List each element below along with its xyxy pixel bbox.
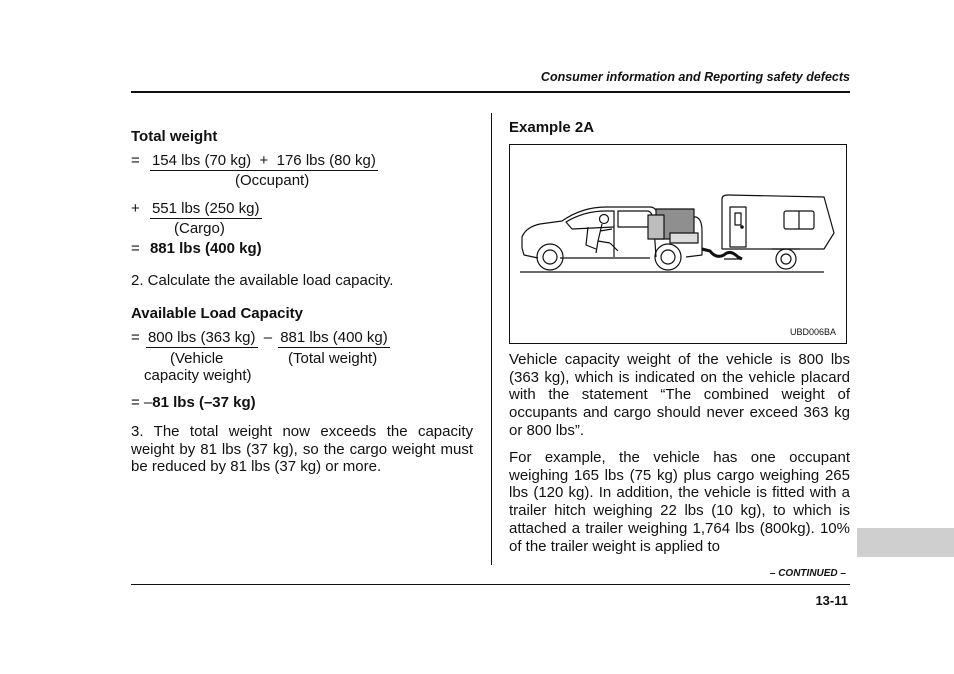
section-title: Consumer information and Reporting safety defects: [540, 70, 850, 84]
total-weight-result: 881 lbs (400 kg): [149, 240, 262, 257]
equals-sign: =: [131, 240, 140, 257]
car-towing-trailer-illustration: [510, 145, 846, 343]
available-result: 81 lbs (–37 kg): [152, 394, 256, 411]
term-176: 176 lbs (80 kg): [276, 152, 376, 169]
plus-sign: +: [131, 200, 140, 217]
term-881: 881 lbs (400 kg): [280, 329, 388, 346]
figure-code: UBD006BA: [789, 327, 836, 337]
result-prefix: = –: [131, 394, 153, 411]
total-weight-label: (Total weight): [288, 350, 378, 367]
total-weight-result-line: [131, 240, 262, 258]
term-154: 154 lbs (70 kg): [151, 152, 252, 169]
minus-sign: –: [263, 329, 273, 346]
figure-box: [509, 144, 847, 344]
paragraph-vehicle-capacity: Vehicle capacity weight of the vehicle is 800 lbs (363 kg), which is indicated on the vehicle placard with the statement “The combined weight of occupants and cargo should never exceed 363 kg or 800 lbs”.: [509, 351, 850, 439]
total-weight-equation-line2: [131, 200, 262, 218]
available-result-line: [131, 394, 256, 412]
equals-sign: =: [131, 329, 140, 346]
step-3-text: 3. The total weight now exceeds the capacity weight by 81 lbs (37 kg), so the cargo weight must be reduced by 81 lbs (37 kg) or more.: [131, 423, 473, 476]
example-heading: Example 2A: [509, 119, 595, 136]
total-weight-heading: Total weight: [131, 128, 218, 145]
header-rule: [131, 91, 850, 93]
available-equation-line: [131, 329, 390, 347]
vehicle-capacity-label-line1: (Vehicle: [170, 350, 224, 367]
cargo-label: (Cargo): [174, 220, 225, 237]
continued-label: – CONTINUED –: [769, 568, 846, 579]
plus-sign: +: [259, 152, 269, 169]
occupant-terms: [150, 152, 378, 171]
step-2-text: 2. Calculate the available load capacity.: [131, 272, 394, 289]
vehicle-capacity-label-line2: capacity weight): [144, 367, 252, 384]
occupant-label: (Occupant): [235, 172, 310, 189]
page-number: 13-11: [815, 593, 848, 608]
footer-rule: [131, 584, 850, 585]
side-tab: [857, 528, 954, 557]
column-divider: [491, 113, 492, 565]
equals-sign: =: [131, 152, 140, 169]
term-551: 551 lbs (250 kg): [151, 200, 260, 217]
term-800: 800 lbs (363 kg): [147, 329, 256, 346]
available-load-heading: Available Load Capacity: [131, 305, 304, 322]
paragraph-example: For example, the vehicle has one occupant weighing 165 lbs (75 kg) plus cargo weighing 265 lbs (120 kg). In addition, the vehicle is fitted with a trailer hitch weighing 22 lbs (10 kg), to which is attached a trailer weighing 1,764 lbs (800kg). 10% of the trailer weight is applied to: [509, 449, 850, 555]
total-weight-equation-line1: [131, 152, 378, 170]
